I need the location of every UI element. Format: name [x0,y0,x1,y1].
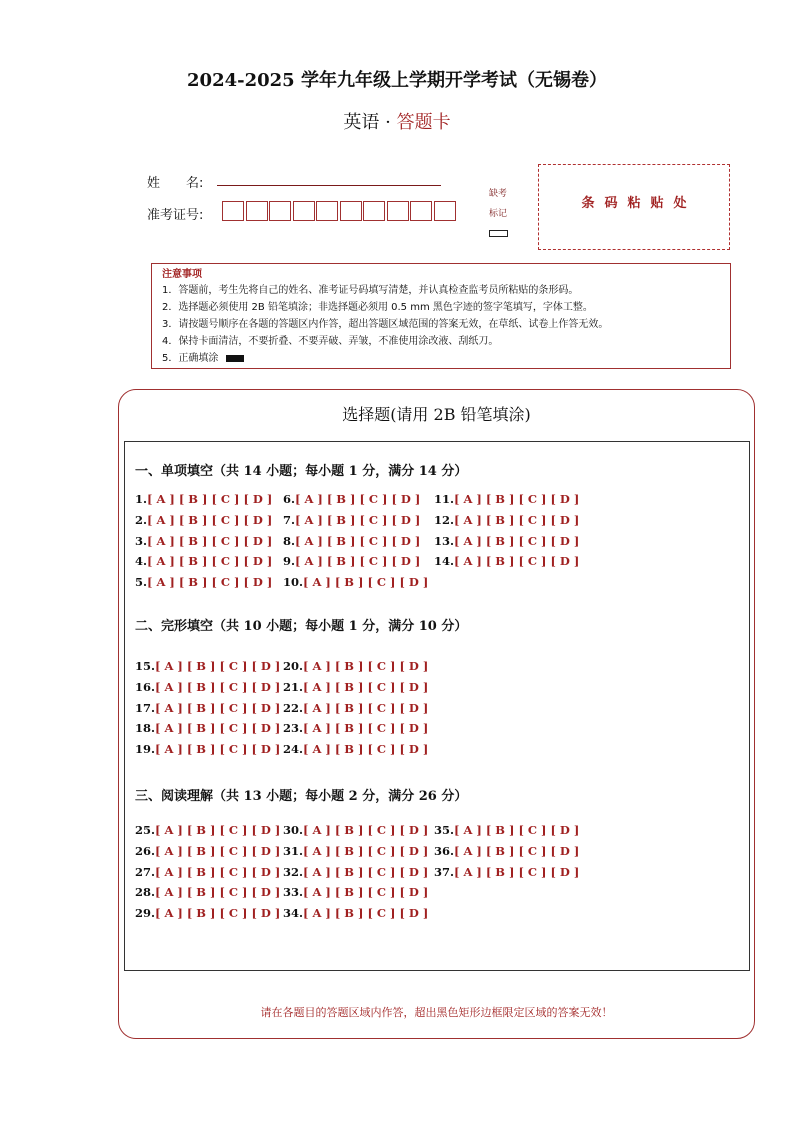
answer-sheet-label: 答题卡 [396,112,451,133]
question-row[interactable] [135,554,272,568]
question-row[interactable] [135,513,272,527]
answer-options[interactable]: [ A ] [ B ] [ C ] [ D ] [454,864,580,879]
id-label: 准考证号: [147,208,204,223]
answer-options[interactable]: [ A ] [ B ] [ C ] [ D ] [155,721,281,736]
answer-options[interactable]: [ A ] [ B ] [ C ] [ D ] [303,659,429,673]
question-number: 2. [135,512,148,527]
question-number: 17. [135,700,156,715]
question-number: 20. [283,659,304,673]
question-number: 14. [434,554,455,569]
notice-item: 3．请按题号顺序在各题的答题区内作答，超出答题区域范围的答案无效，在草纸、试卷上作答无效。 [162,319,609,330]
section-heading-1: 一、单项填空（共 14 小题；每小题 1 分，满分 14 分） [135,464,468,479]
question-row[interactable] [135,492,272,506]
question-number: 30. [283,823,304,837]
absent-label-line1: 缺考 [488,189,507,199]
question-row[interactable] [283,823,428,837]
notice-item: 2．选择题必须使用 2B 铅笔填涂；非选择题必须用 0.5 mm 黑色字迹的签字笔填写，字体工整。 [162,302,593,313]
answer-options[interactable]: [ A ] [ B ] [ C ] [ D ] [303,700,429,715]
id-digit-box[interactable] [293,201,315,221]
question-row[interactable] [135,885,280,899]
id-digit-box[interactable] [316,201,338,221]
question-number: 18. [135,721,156,736]
question-number: 35. [434,823,455,837]
answer-options[interactable]: [ A ] [ B ] [ C ] [ D ] [303,906,429,921]
answer-options[interactable]: [ A ] [ B ] [ C ] [ D ] [155,906,281,921]
exam-title: 2024-2025 学年九年级上学期开学考试（无锡卷） [187,70,607,91]
notice-item: 1．答题前，考生先将自己的姓名、准考证号码填写清楚，并认真检查监考员所粘贴的条形码。 [162,285,579,296]
id-number-boxes[interactable] [222,201,457,221]
question-number: 32. [283,864,304,879]
section-heading-2: 二、完形填空（共 10 小题；每小题 1 分，满分 10 分） [135,619,468,634]
question-number: 16. [135,679,156,694]
subject-label: 英语 · [343,112,397,133]
question-number: 8. [283,533,296,548]
question-number: 15. [135,659,156,673]
answer-options[interactable]: [ A ] [ B ] [ C ] [ D ] [295,554,421,569]
answer-options[interactable]: [ A ] [ B ] [ C ] [ D ] [147,492,273,506]
question-row[interactable] [283,865,428,879]
name-label: 姓 名: [147,176,204,191]
question-row[interactable] [283,534,420,548]
question-number: 13. [434,533,455,548]
question-row[interactable] [135,721,280,735]
answer-options[interactable]: [ A ] [ B ] [ C ] [ D ] [303,721,429,736]
question-number: 36. [434,843,455,858]
question-row[interactable] [434,534,579,548]
question-row[interactable] [283,575,428,589]
id-digit-box[interactable] [222,201,244,221]
question-number: 4. [135,554,148,569]
question-row[interactable] [135,865,280,879]
question-row[interactable] [135,844,280,858]
answer-options[interactable]: [ A ] [ B ] [ C ] [ D ] [303,864,429,879]
answer-options[interactable]: [ A ] [ B ] [ C ] [ D ] [454,843,580,858]
question-number: 33. [283,885,304,900]
question-number: 11. [434,492,455,506]
question-row[interactable] [434,492,579,506]
question-number: 31. [283,843,304,858]
answer-options[interactable]: [ A ] [ B ] [ C ] [ D ] [295,533,421,548]
name-field[interactable] [217,185,441,186]
notice-box [151,263,731,369]
question-number: 5. [135,575,148,590]
id-digit-box[interactable] [387,201,409,221]
question-number: 10. [283,575,304,590]
question-row[interactable] [135,575,272,589]
answer-options[interactable]: [ A ] [ B ] [ C ] [ D ] [155,742,281,757]
answer-options[interactable]: [ A ] [ B ] [ C ] [ D ] [147,554,273,569]
answer-options[interactable]: [ A ] [ B ] [ C ] [ D ] [303,823,429,837]
id-digit-box[interactable] [340,201,362,221]
notice-item: 4．保持卡面清洁，不要折叠、不要弄破、弄皱，不准使用涂改液、刮纸刀。 [162,336,499,347]
section-heading-3: 三、阅读理解（共 13 小题；每小题 2 分，满分 26 分） [135,789,468,804]
question-row[interactable] [135,823,280,837]
question-number: 3. [135,533,148,548]
answer-options[interactable]: [ A ] [ B ] [ C ] [ D ] [155,700,281,715]
answer-options[interactable]: [ A ] [ B ] [ C ] [ D ] [303,742,429,757]
choice-section-title: 选择题(请用 2B 铅笔填涂) [342,405,531,424]
question-row[interactable] [283,659,428,673]
absent-mark-box[interactable] [489,230,508,237]
id-digit-box[interactable] [410,201,432,221]
question-row[interactable] [283,885,428,899]
answer-options[interactable]: [ A ] [ B ] [ C ] [ D ] [155,823,281,837]
id-digit-box[interactable] [434,201,456,221]
answer-options[interactable]: [ A ] [ B ] [ C ] [ D ] [303,885,429,900]
question-number: 37. [434,864,455,879]
answer-options[interactable]: [ A ] [ B ] [ C ] [ D ] [454,533,580,548]
notice-item: 5．正确填涂 [162,353,219,364]
id-digit-box[interactable] [246,201,268,221]
question-number: 6. [283,492,296,506]
question-row[interactable] [283,680,428,694]
question-row[interactable] [135,659,280,673]
question-number: 28. [135,885,156,900]
absent-mark-label [480,184,516,224]
id-digit-box[interactable] [363,201,385,221]
question-row[interactable] [434,823,579,837]
answer-options[interactable]: [ A ] [ B ] [ C ] [ D ] [454,554,580,569]
answer-options[interactable]: [ A ] [ B ] [ C ] [ D ] [147,575,273,590]
question-row[interactable] [135,906,280,920]
question-number: 22. [283,700,304,715]
question-row[interactable] [434,554,579,568]
question-row[interactable] [135,534,272,548]
question-row[interactable] [434,865,579,879]
question-number: 24. [283,742,304,757]
question-number: 23. [283,721,304,736]
question-row[interactable] [135,742,280,756]
answer-options[interactable]: [ A ] [ B ] [ C ] [ D ] [295,492,421,506]
question-row[interactable] [434,513,579,527]
answer-options[interactable]: [ A ] [ B ] [ C ] [ D ] [147,533,273,548]
question-number: 34. [283,906,304,921]
question-row[interactable] [283,721,428,735]
question-row[interactable] [283,554,420,568]
question-number: 1. [135,492,148,506]
question-row[interactable] [283,742,428,756]
answer-options[interactable]: [ A ] [ B ] [ C ] [ D ] [454,512,580,527]
question-number: 7. [283,512,296,527]
question-row[interactable] [283,701,428,715]
question-row[interactable] [135,680,280,694]
notice-title: 注意事项 [162,269,202,280]
question-number: 25. [135,823,156,837]
question-row[interactable] [283,844,428,858]
question-row[interactable] [434,844,579,858]
question-number: 26. [135,843,156,858]
question-number: 9. [283,554,296,569]
answer-options[interactable]: [ A ] [ B ] [ C ] [ D ] [155,885,281,900]
footer-warning: 请在各题目的答题区域内作答，超出黑色矩形边框限定区域的答案无效！ [260,1006,613,1019]
question-row[interactable] [283,492,420,506]
absent-label-line2: 标记 [488,209,507,219]
answer-options[interactable]: [ A ] [ B ] [ C ] [ D ] [295,512,421,527]
question-row[interactable] [283,906,428,920]
answer-options[interactable]: [ A ] [ B ] [ C ] [ D ] [155,679,281,694]
fill-sample [226,355,244,362]
answer-options[interactable]: [ A ] [ B ] [ C ] [ D ] [303,575,429,590]
answer-options[interactable]: [ A ] [ B ] [ C ] [ D ] [454,492,580,506]
answer-options[interactable]: [ A ] [ B ] [ C ] [ D ] [155,864,281,879]
question-number: 12. [434,512,455,527]
question-number: 27. [135,864,156,879]
answer-options[interactable]: [ A ] [ B ] [ C ] [ D ] [303,843,429,858]
question-row[interactable] [135,701,280,715]
question-number: 19. [135,742,156,757]
question-number: 29. [135,906,156,921]
exam-subtitle [0,108,794,134]
answer-options[interactable]: [ A ] [ B ] [ C ] [ D ] [155,843,281,858]
id-digit-box[interactable] [269,201,291,221]
answer-options[interactable]: [ A ] [ B ] [ C ] [ D ] [147,512,273,527]
question-number: 21. [283,679,304,694]
barcode-area [538,164,730,250]
answer-options[interactable]: [ A ] [ B ] [ C ] [ D ] [303,679,429,694]
answer-options[interactable]: [ A ] [ B ] [ C ] [ D ] [454,823,580,837]
question-row[interactable] [283,513,420,527]
answer-options[interactable]: [ A ] [ B ] [ C ] [ D ] [155,659,281,673]
barcode-label: 条码粘贴处 [581,195,697,211]
